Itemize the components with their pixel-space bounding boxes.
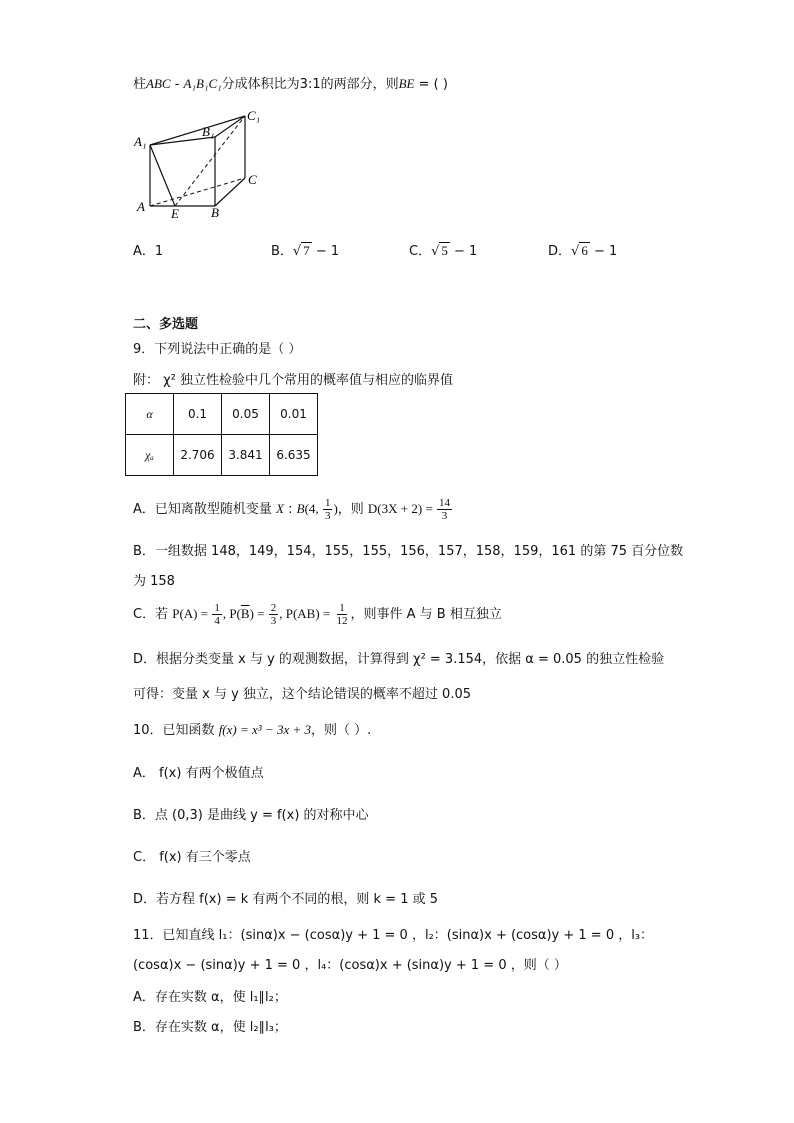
q10-option-d[interactable]: D．若方程 f(x) = k 有两个不同的根，则 k = 1 或 5: [133, 892, 438, 907]
option-text: ，则: [337, 502, 368, 517]
q8-stem-prefix: 柱: [133, 77, 147, 92]
sqrt-7: [293, 243, 312, 259]
q8-option-b[interactable]: [271, 240, 339, 259]
q9-option-d-cont: 可得：变量 x 与 y 独立，这个结论错误的概率不超过 0.05: [133, 687, 471, 702]
denominator: 3: [324, 510, 331, 522]
denominator: 12: [336, 615, 348, 627]
denominator: 3: [270, 615, 277, 627]
q9-note: 附： χ² 独立性检验中几个常用的概率值与相应的临界值: [133, 373, 453, 388]
option-text: ，则事件 A 与 B 相互独立: [350, 607, 502, 622]
edge-b1-c1: [215, 116, 245, 137]
q8-option-c[interactable]: [409, 240, 477, 259]
q8-stem-middle: 分成体积比为3:1的两部分，则: [221, 77, 399, 92]
q11-stem-line1: 11．已知直线 l₁：(sinα)x − (cosα)y + 1 = 0 ，l₂：(sinα)x + (cosα)y + 1 = 0 ，l₃：: [133, 928, 654, 943]
label-e: E: [171, 206, 179, 218]
option-label: A．: [133, 244, 155, 259]
section-title: 二、多选题: [133, 317, 199, 332]
label-a: A: [137, 199, 145, 214]
edge-a1-c1: [150, 116, 245, 145]
radicand: 7: [303, 243, 310, 258]
table-cell: 0.05: [222, 394, 270, 435]
table-cell: α: [126, 394, 174, 435]
edge-a1-e: [150, 145, 175, 206]
option-text: A．已知离散型随机变量: [133, 502, 277, 517]
option-value: 1: [154, 244, 164, 259]
fraction-2-3: [269, 602, 279, 627]
q9-option-d[interactable]: D．根据分类变量 x 与 y 的观测数据，计算得到 χ² = 3.154，依据 α = 0.05 的独立性检验: [133, 652, 665, 667]
sqrt-sign: √: [431, 244, 440, 259]
fraction-1-4: [212, 602, 222, 627]
option-label: D．: [548, 244, 572, 259]
edge-b-c: [215, 178, 245, 206]
table-row: [126, 394, 318, 435]
fraction-1-12: [335, 602, 350, 627]
q8-dash: -: [170, 77, 184, 92]
stem-suffix: ，则（ ）.: [310, 723, 372, 738]
table-cell: 3.841: [222, 435, 270, 476]
table-cell: χₐ: [126, 435, 174, 476]
table-cell: 2.706: [174, 435, 222, 476]
q8-prism-top: A₁B₁C₁: [183, 76, 222, 91]
q10-stem: [133, 719, 371, 738]
critical-value-table: [125, 393, 318, 476]
denominator: 4: [214, 615, 220, 627]
option-tail: − 1: [589, 244, 618, 259]
table-cell: 0.01: [270, 394, 318, 435]
var-x: X: [276, 501, 284, 516]
option-label: B．: [271, 244, 293, 259]
table-row: [126, 435, 318, 476]
q10-option-b[interactable]: B．点 (0,3) 是曲线 y = f(x) 的对称中心: [133, 808, 369, 823]
function-expr: f(x) = x³ − 3x + 3: [218, 722, 311, 737]
q9-option-b[interactable]: B．一组数据 148，149，154，155，155，156，157，158，159，161 的第 75 百分位数: [133, 544, 684, 559]
q9-option-c[interactable]: [133, 602, 502, 627]
prob-ab: , P(AB) =: [279, 606, 334, 621]
option-tail: − 1: [311, 244, 340, 259]
variance-expr: D(3X + 2) =: [367, 501, 437, 516]
prob-a: P(A) =: [172, 606, 212, 621]
radicand: 5: [441, 243, 448, 258]
q9-option-b-cont: 为 158: [133, 574, 175, 589]
fraction-one-third: [323, 497, 333, 522]
label-b1: B₁: [202, 124, 215, 139]
q10-option-a[interactable]: A． f(x) 有两个极值点: [133, 766, 264, 781]
q9-option-a[interactable]: [133, 497, 453, 522]
q8-option-a[interactable]: [133, 240, 163, 259]
colon: :: [283, 502, 297, 517]
numerator: 1: [214, 602, 220, 614]
complement-b: $\overline{B}$: [240, 606, 250, 621]
q11-option-a[interactable]: A．存在实数 α，使 l₁∥l₂；: [133, 990, 287, 1005]
q11-stem-line2: (cosα)x − (sinα)y + 1 = 0 ，l₄：(cosα)x + (sinα)y + 1 = 0 ，则（ ）: [133, 958, 567, 973]
q8-prism-base: ABC: [146, 76, 171, 91]
table-cell: 6.635: [270, 435, 318, 476]
denominator: 3: [441, 510, 448, 522]
option-label: C．: [409, 244, 432, 259]
q11-option-b[interactable]: B．存在实数 α，使 l₂∥l₃；: [133, 1020, 287, 1035]
numerator: 14: [439, 497, 451, 509]
q8-stem-end: = ( ): [414, 77, 448, 92]
stem-prefix: 10．已知函数: [133, 723, 219, 738]
q9-stem: 9．下列说法中正确的是（ ）: [133, 342, 302, 357]
numerator: 1: [324, 497, 331, 509]
binomial-b: B: [296, 501, 305, 516]
q8-stem: [133, 73, 448, 92]
numerator: 2: [270, 602, 277, 614]
label-a1: A₁: [134, 134, 147, 149]
q8-be: BE: [398, 76, 415, 91]
label-c: C: [248, 172, 257, 187]
prob-b-open: , P(: [222, 606, 241, 621]
radicand: 6: [581, 243, 588, 258]
fraction-14-3: [437, 497, 452, 522]
sqrt-sign: √: [571, 244, 580, 259]
numerator: 1: [339, 602, 345, 614]
label-c1: C₁: [247, 108, 261, 123]
paren-close: ): [333, 501, 338, 516]
option-text: C．若: [133, 607, 173, 622]
q8-option-d[interactable]: [548, 240, 617, 259]
sqrt-sign: √: [292, 244, 302, 259]
prob-b-close: ) =: [249, 606, 268, 621]
sqrt-5: [431, 243, 450, 259]
table-cell: 0.1: [174, 394, 222, 435]
option-tail: − 1: [449, 244, 478, 259]
sqrt-6: [571, 243, 590, 259]
prism-figure: [130, 108, 270, 218]
label-b: B: [211, 205, 219, 218]
q10-option-c[interactable]: C． f(x) 有三个零点: [133, 850, 251, 865]
paren-open: (4,: [304, 501, 322, 516]
